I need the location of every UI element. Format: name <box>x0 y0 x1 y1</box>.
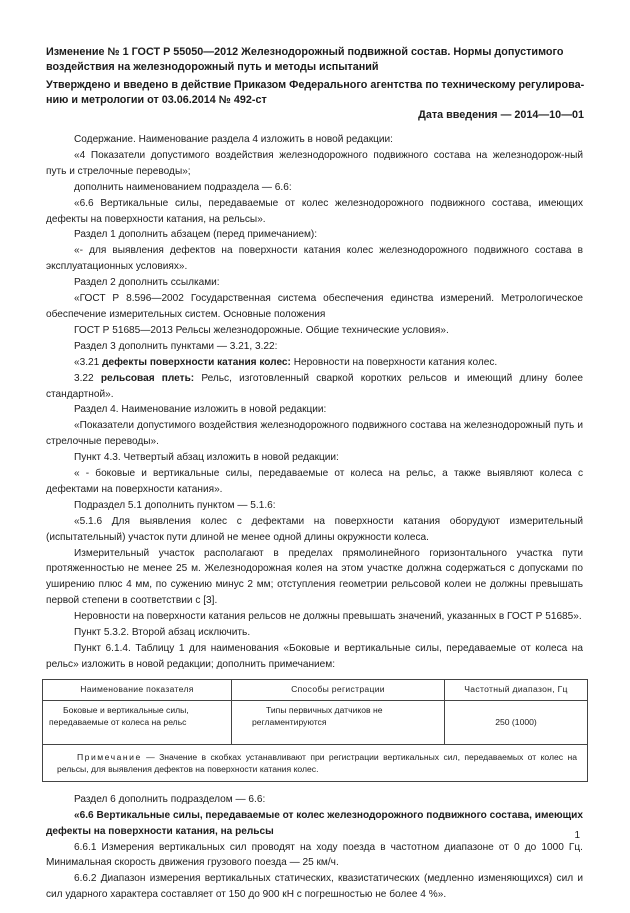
table-header-row <box>43 679 588 700</box>
paragraph: 6.6.2 Диапазон измерения вертикальных статических, квазистатических (медленно изменяющихся) сил и сил ударного характера составляет от 150 до 900 кН с погрешностью не более 4 %». <box>46 873 583 901</box>
term: дефекты поверхности катания колес: <box>102 356 291 368</box>
paragraph: Пункт 6.1.4. Таблицу 1 для наименования «Боковые и вертикальные силы, передаваемые от колеса на рельс» изложить в новой редакции; дополнить примечанием: <box>46 643 583 670</box>
paragraph: Раздел 1 дополнить абзацем (перед примечанием): <box>74 229 318 241</box>
table-note: Примечание — Значение в скобках устанавливают при регистрации вертикальных сил, передаваемых от колес на рельсы, для выявления дефектов на поверхности катания колес. <box>43 744 588 781</box>
table-row <box>43 700 588 744</box>
column-header: Частотный диапазон, Гц <box>445 679 588 700</box>
paragraph: Раздел 4. Наименование изложить в новой редакции: <box>74 404 327 416</box>
subsection-title: «6.6 Вертикальные силы, передаваемые от колес железнодорожного подвижного состава, имеющих дефекты на поверхности катания, на рельсы <box>46 809 583 837</box>
table-cell: 250 (1000) <box>445 700 588 744</box>
paragraph: «6.6 Вертикальные силы, передаваемые от колес железнодорожного подвижного состава, имеющих дефекты на поверхности катания, на рельсы». <box>46 197 583 225</box>
table-note-row <box>43 744 588 781</box>
table-cell: Типы первичных датчиков не регламентируются <box>232 700 445 744</box>
definition-3-22: 3.22 рельсовая плеть: Рельс, изготовленный сваркой коротких рельсов и имеющий длину более стандартной». <box>46 372 584 400</box>
paragraph: «- для выявления дефектов на поверхности катания колес железнодорожного подвижного состава в эксплуатационных условиях». <box>46 245 583 273</box>
paragraph: Раздел 2 дополнить ссылками: <box>74 277 220 289</box>
paragraph: «4 Показатели допустимого воздействия железнодорожного подвижного состава на железнодорож-ный путь и стрелочные переводы»; <box>46 149 583 177</box>
approval-statement: Утверждено и введено в действие Приказом Федерального агентства по техническому регулирова- нию и метрологии от 03.06.2014 № 492-ст <box>46 79 585 106</box>
paragraph: 6.6.1 Измерения вертикальных сил проводят на ходу поезда в частотном диапазоне от 0 до 1000 Гц. Минимальная скорость движения грузового поезда — 25 км/ч. <box>46 841 583 869</box>
column-header: Наименование показателя <box>43 679 232 700</box>
amendment-title: Изменение № 1 ГОСТ Р 55050—2012 Железнодорожный подвижной состав. Нормы допустимого воздействия на железнодорожный путь и методы испытаний <box>46 46 564 73</box>
paragraph: « - боковые и вертикальные силы, передаваемые от колеса на рельс, а также выявляют колеса с дефектами на поверхности катания». <box>46 468 583 495</box>
paragraph: Содержание. Наименование раздела 4 изложить в новой редакции: <box>74 134 393 145</box>
paragraph: Пункт 4.3. Четвертый абзац изложить в новой редакции: <box>74 452 339 464</box>
term: рельсовая плеть: <box>100 372 195 384</box>
table-cell: Боковые и вертикальные силы, передаваемые от колеса на рельс <box>43 700 232 744</box>
note-label: Примечание <box>77 751 142 762</box>
paragraph: «5.1.6 Для выявления колес с дефектами на поверхности катания оборудуют измерительный (испытательный) участок пути длиной не менее одной длины окружности колеса. <box>46 515 583 543</box>
definition-3-21: «3.21 дефекты поверхности катания колес: Неровности на поверхности катания колес. <box>74 356 498 368</box>
paragraph: Измерительный участок располагают в пределах прямолинейного горизонтального участка пути протяженностью не менее 25 м. Железнодорожная колея на этом участке должна содержаться с допусками по уширению плюс 4 мм, по сужению минус 2 мм; отступления геометрии рельсовой колеи не должны превышать первой степени в соответствии с [3]. <box>46 547 583 607</box>
document-body <box>46 132 583 903</box>
table-1 <box>42 679 588 782</box>
column-header: Способы регистрации <box>232 679 445 700</box>
paragraph: Подраздел 5.1 дополнить пунктом — 5.1.6: <box>74 499 276 511</box>
paragraph: Раздел 3 дополнить пунктами — 3.21, 3.22: <box>74 340 278 352</box>
paragraph: Пункт 5.3.2. Второй абзац исключить. <box>74 627 251 639</box>
paragraph: «Показатели допустимого воздействия железнодорожного подвижного состава на железнодорожный путь и стрелочные переводы». <box>46 420 583 448</box>
effective-date: Дата введения — 2014—10—01 <box>418 109 584 121</box>
page-number: 1 <box>574 830 580 841</box>
paragraph: Неровности на поверхности катания рельсов не должны превышать значений, указанных в ГОСТ Р 51685». <box>74 611 582 623</box>
paragraph: ГОСТ Р 51685—2013 Рельсы железнодорожные. Общие технические условия». <box>74 324 449 336</box>
paragraph: «ГОСТ Р 8.596—2002 Государственная система обеспечения единства измерений. Метрологическое обеспечение измерительных систем. Основные положения <box>46 293 583 320</box>
paragraph: Раздел 6 дополнить подразделом — 6.6: <box>74 793 266 805</box>
paragraph: дополнить наименованием подраздела — 6.6: <box>74 181 292 193</box>
